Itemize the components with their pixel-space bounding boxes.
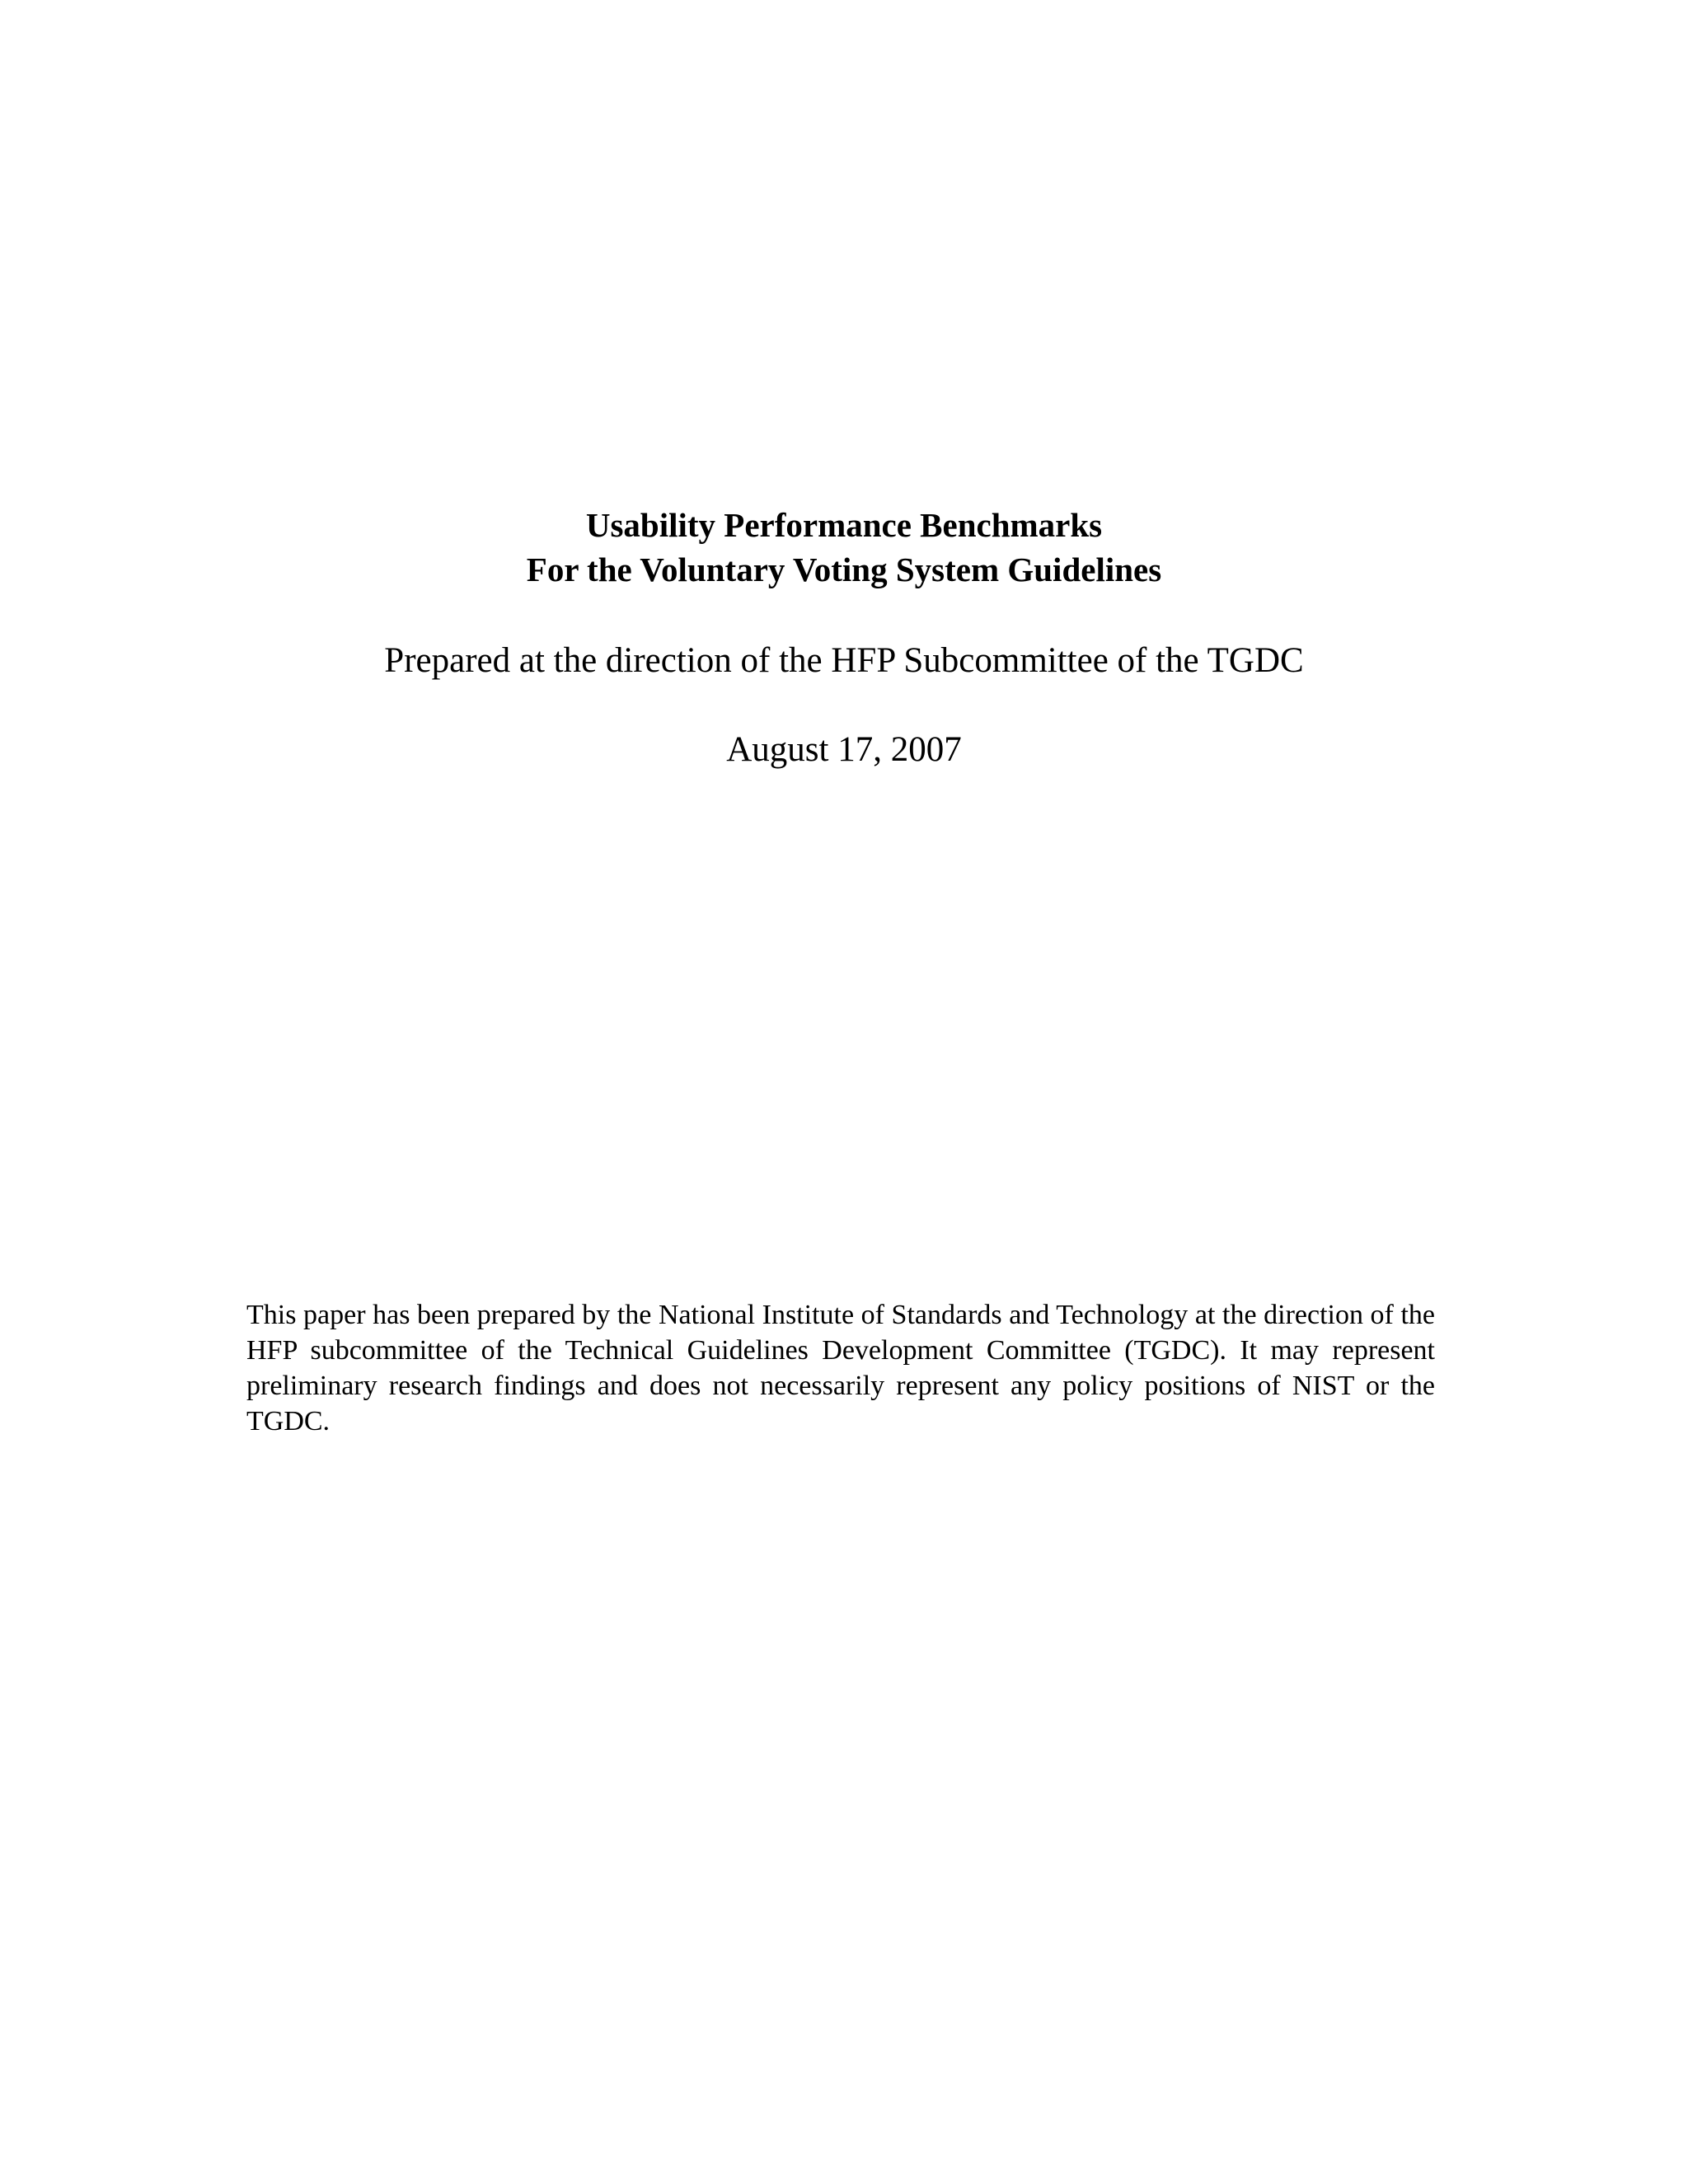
document-title [0,503,1688,592]
document-date: August 17, 2007 [726,730,962,769]
title-line-2: For the Voluntary Voting System Guidelines [526,551,1162,588]
disclaimer-paragraph: This paper has been prepared by the National Institute of Standards and Technology at the direction of the HFP subcommittee of the Technical Guidelines Development Committee (TGDC). It may represent preliminary research findings and does not necessarily represent any policy positions of NIST or the TGDC. [246,1300,1435,1436]
document-subtitle: Prepared at the direction of the HFP Subcommittee of the TGDC [384,641,1304,680]
title-line-1: Usability Performance Benchmarks [585,506,1103,544]
